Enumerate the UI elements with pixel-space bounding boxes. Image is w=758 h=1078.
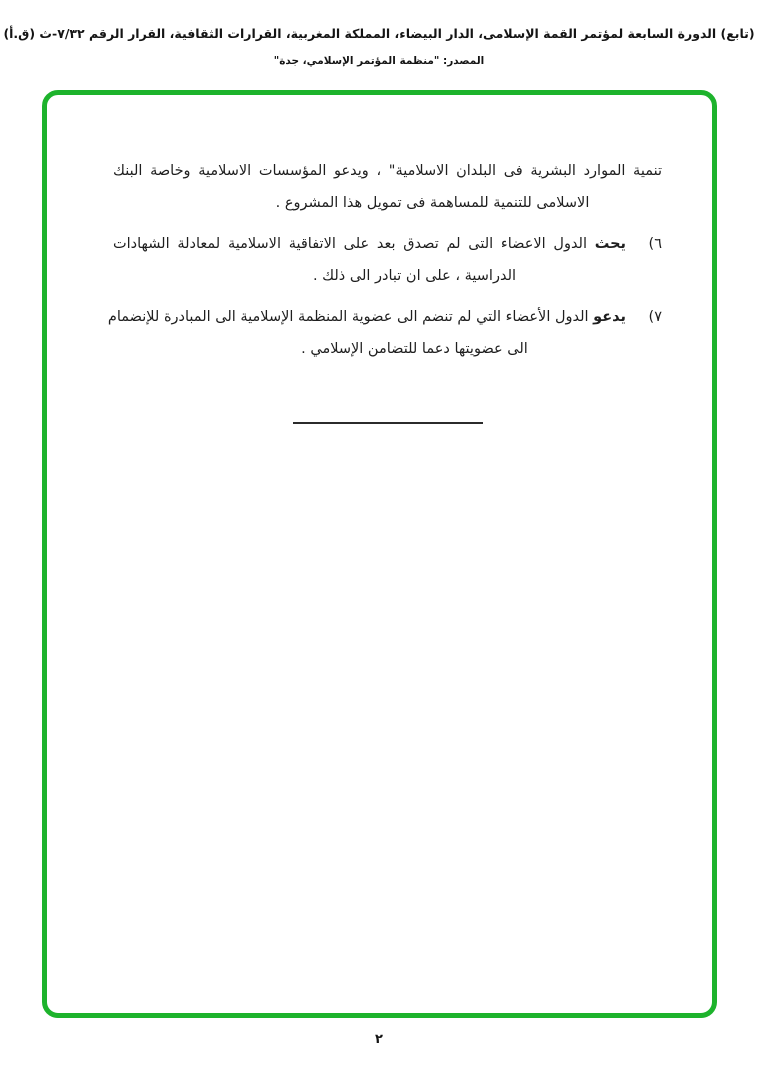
- clause-line: [107, 301, 626, 333]
- header-title: (تابع) الدورة السابعة لمؤتمر القمة الإسلامى، الدار البيضاء، المملكة المغربية، القرارات الثقافية، القرار الرقم ٧/٣٢-ث (ق.أ): [3, 26, 755, 41]
- clause-text: [107, 301, 626, 365]
- clause-line: [113, 228, 626, 260]
- document-body: [47, 95, 712, 424]
- divider-rule: [293, 422, 483, 424]
- clause-text: [113, 228, 626, 292]
- clause-line: [113, 155, 662, 187]
- clause-lead: يدعو: [593, 309, 626, 325]
- header-source: المصدر: "منظمة المؤتمر الإسلامي، جدة": [273, 55, 485, 67]
- clause-7: [107, 301, 662, 365]
- clause-lead: يحث: [594, 236, 626, 252]
- clause-marker: ٦): [648, 236, 662, 252]
- clause-line: الى عضويتها دعما للتضامن الإسلامي .: [301, 341, 528, 357]
- clause-text: [113, 155, 662, 219]
- document-frame: [42, 90, 717, 1018]
- clause-line: الدراسية ، على ان تبادر الى ذلك .: [312, 268, 517, 284]
- clause-line-text: الدول الأعضاء التي لم تنضم الى عضوية المنظمة الإسلامية الى المبادرة للإنضمام: [107, 309, 594, 325]
- clause-6: [113, 228, 662, 292]
- clause-continuation: [113, 155, 662, 219]
- clause-line-text: تنمية الموارد البشرية فى البلدان الاسلامية" ، ويدعو المؤسسات الاسلامية وخاصة البنك: [113, 163, 662, 179]
- clause-line-text: الدول الاعضاء التى لم تصدق بعد على الاتفاقية الاسلامية لمعادلة الشهادات: [113, 236, 595, 252]
- page-number: ٢: [375, 1032, 383, 1047]
- clause-line: الاسلامى للتنمية للمساهمة فى تمويل هذا المشروع .: [275, 195, 590, 211]
- clause-marker: ٧): [648, 309, 662, 325]
